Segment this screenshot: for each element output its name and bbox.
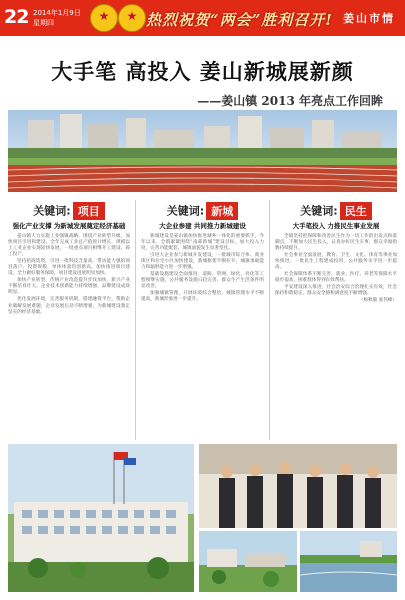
main-headline: 大手笔 高投入 姜山新城展新颜 — [51, 60, 354, 84]
town-skyline-photo — [8, 110, 397, 192]
article-paragraph: 加快产业转型，传统产业改造提升步伐加快，新兴产业不断培育壮大，企业技术创新能力持续增强，品牌建设成效明显。 — [8, 278, 130, 296]
article-paragraph: 全镇坚持把保障和改善民生作为一切工作的出发点和落脚点，不断加大民生投入，认真办好民生实事，群众幸福指数持续提升。 — [275, 233, 397, 251]
column-livelihood — [275, 198, 397, 440]
article-paragraph: 平安建设深入推进，社会治安综合治理扎实有效，社会保持和谐稳定，群众安全感和满意度不断增强。 — [275, 285, 397, 297]
keyword-label: 关键词: — [33, 204, 71, 218]
riverside-photo — [300, 531, 397, 592]
article-paragraph: 社会事业全面发展，教育、卫生、文化、体育等事业加快推进，一批民生工程建成投用，公共服务水平进一步提高。 — [275, 252, 397, 270]
article-paragraph: 加强城镇管理，开展环境综合整治，城镇管理水平不断提高，新城形象进一步提升。 — [141, 291, 264, 303]
issue-date — [33, 8, 81, 28]
sub-headline: ——姜山镇 2013 年亮点工作回眸 — [197, 94, 383, 108]
article-title: 强化产业支撑 为新城发展奠定经济基础 — [12, 222, 126, 230]
article-paragraph: 优化发展环境，完善服务机制，搭建融资平台，帮助企业破解发展难题，企业发展后劲不断增强，为新城建设奠定坚实的经济基础。 — [8, 297, 130, 315]
article-paragraph: 坚持招商选资，引进一批科技含量高、带动能力强的项目落户，投资规模、单体体量均创新高。加快推进项目建设，全力做好服务保障，项目建设进度明显加快。 — [8, 258, 130, 277]
keyword-tag: 新城 — [206, 202, 238, 220]
keyword-tag: 项目 — [73, 202, 105, 220]
national-emblem-icon: ★ — [90, 4, 118, 32]
column-projects — [8, 198, 130, 440]
date-line: 2014年1月9日 — [33, 9, 81, 17]
park-landscape-photo — [199, 531, 297, 592]
article-title: 大企业参建 共同推力新城建设 — [159, 222, 246, 230]
article-paragraph: 社会保障体系不断完善，就业、医疗、养老等保障水平稳步提高，困难群体得到有效帮扶。 — [275, 272, 397, 284]
officials-group-photo — [199, 444, 397, 528]
article-paragraph: 姜山镇大力实施工业强镇战略，围绕产业转型升级，加快项目引进和建设，全年完成工业总产值预计增长，规模以上工业企业实现较快发展，一批重点项目相继开工建设、竣工投产。 — [8, 233, 130, 257]
page-number: 22 — [4, 6, 29, 28]
article-paragraph: 基础设施建设全面推进，道路、管网、绿化、亮化等工程相继实施，公共服务设施日趋完善，群众生产生活条件明显改善。 — [141, 272, 264, 290]
building-flags-photo — [8, 444, 194, 592]
article-paragraph: 引进大企业参与新城开发建设，一批城市综合体、商业街区和住宅小区加快建设，新城框架不断拉开，城镇承载能力和辐射能力进一步增强。 — [141, 252, 264, 270]
column-divider — [135, 200, 136, 440]
keyword-label: 关键词: — [166, 204, 205, 218]
article-title: 大手笔投入 力推民生事业发展 — [292, 222, 380, 230]
keyword-heading — [8, 200, 130, 218]
keyword-heading — [275, 200, 397, 218]
article-paragraph: 新城建设是姜山镇加快推进城乡一体化的重要抓手，今年以来，全镇紧紧围绕“南部新城”建设目标，加大投入力度，完善功能配套，城镇面貌发生显著变化。 — [141, 233, 264, 251]
masthead-banner — [0, 0, 405, 36]
cppcc-emblem-icon: ★ — [118, 4, 146, 32]
keyword-heading — [141, 200, 264, 218]
section-tag: 姜山市情 — [343, 12, 395, 25]
weekday: 星期四 — [33, 19, 54, 27]
slogan: 热烈祝贺“两会”胜利召开! — [146, 11, 333, 29]
byline: （杨秋敏 张伟峰） — [358, 298, 397, 304]
keyword-label: 关键词: — [300, 204, 338, 218]
column-divider — [269, 200, 270, 440]
column-new-town — [141, 198, 264, 440]
keyword-tag: 民生 — [340, 202, 372, 220]
